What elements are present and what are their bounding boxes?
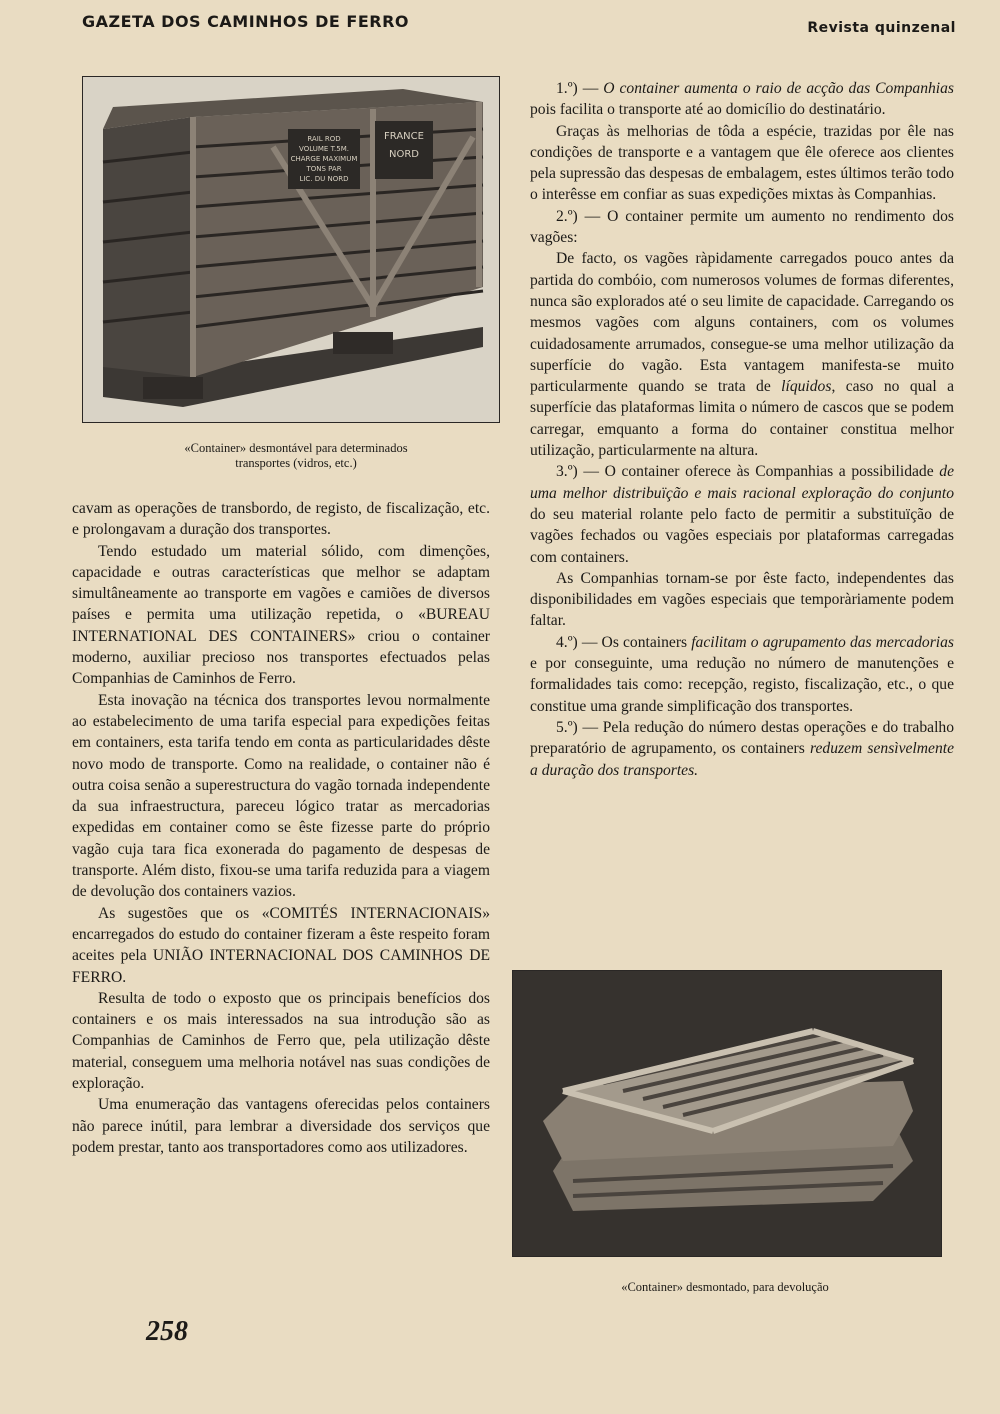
advantage-3 [530,461,954,567]
item-text: De facto, os vagões ràpidamente carregados pouco antes da partida do combóio, com numerosos volumes de formas diferentes, nunca são explorados até o seu limite de capacidade. Carregando os mesmos vagões com alguns containers, com os volumes cuidadosamente arrumados, consegue-se uma melhor utilização da superfície do vagão. Esta vantagem manifesta-se muito particularmente quando se trata de [530,250,954,396]
item-number: 3.º) — O container oferece às Companhias a possibilidade [556,463,934,481]
journal-subtitle: Revista quinzenal [807,20,956,36]
advantage-5 [530,717,954,781]
paragraph: As Companhias tornam-se por êste facto, independentes das disponibilidades em vagões especiais que temporàriamente podem faltar. [530,569,954,630]
container-illustration [83,77,499,422]
left-column [72,498,490,1158]
figure1-caption-line2: transportes (vidros, etc.) [235,456,357,470]
item-text: do seu material rolante pelo facto de permitir a substituïção de vagões fechados ou vagões especiais por plataformas carregadas com containers. [530,505,954,566]
item-text: , caso no qual a superfície das plataformas limita o número de cascos que se podem carregar, emquanto a forma do container constitua melhor utilização, particularmente na altura. [530,378,955,460]
paragraph: cavam as operações de transbordo, de registo, de fiscalização, etc. e prolongavam a duração dos transportes. [72,500,490,539]
paragraph: As sugestões que os «COMITÉS INTERNACIONAIS» encarregados do estudo do container fizeram a êste respeito foram aceites pela UNIÃO INTERNACIONAL DOS CAMINHOS DE FERRO. [72,904,490,986]
paragraph: Resulta de todo o exposto que os principais benefícios dos containers e os mais interessados na sua introdução são as Companhias de Caminhos de Ferro que, pela utilização dêste material, conseguem uma melhoria notável nas suas condições de exploração. [72,989,490,1093]
item-text: pois facilita o transporte até ao domicílio do destinatário. [530,101,886,119]
figure1-caption-line1: «Container» desmontável para determinados [184,441,408,455]
paragraph: Esta inovação na técnica dos transportes levou normalmente ao estabelecimento de uma tarifa especial para expedições feitas em containers, esta tarifa tendo em conta as particularidades dêste novo modo de transporte. Como na realidade, o container não é outra coisa senão a superestructura do vagão tornada independente da sua infraestructura, pareceu lógico tratar as mercadorias expedidas em container como se êste fizesse parte do próprio vagão cuja tara fica exonerada do pagamento de despesas de transporte. Além disto, fixou-se uma tarifa reduzida para a viagem de devolução dos containers vazios. [72,691,490,901]
right-column [530,78,954,781]
emphasis: líquidos [781,378,832,396]
paragraph [530,248,954,461]
emphasis: facilitam o agrupamento das mercadorias [691,633,954,651]
container-label-line: LIC. DU NORD [299,175,349,183]
figure2-caption: «Container» desmontado, para devolução [621,1280,829,1294]
container-label-line: CHARGE MAXIMUM [290,155,358,163]
emphasis: de uma melhor distribuïção e mais racional exploração do conjunto [530,463,955,502]
advantage-1 [530,78,954,121]
container-label-line: VOLUME T.5M. [299,145,349,153]
paragraph: Tendo estudado um material sólido, com dimenções, capacidade e outras características que melhor se adaptam simultâneamente ao transporte em vagões e camiões de diversos países e permita uma utilização repetida, o «BUREAU INTERNATIONAL DES CONTAINERS» criou o container moderno, auxiliar precioso nos transportes efectuados pelas Companhias de Caminhos de Ferro. [72,542,490,688]
item-number: 1.º) — [556,80,599,97]
container-label-line: TONS PAR [306,165,342,173]
container-label-line: NORD [389,149,419,160]
container-label-line: FRANCE [384,131,424,142]
paragraph: Uma enumeração das vantagens oferecidas pelos containers não parece inútil, para lembrar a diversidade dos serviços que podem prestar, tanto aos transportadores como aos utilizadores. [72,1096,490,1156]
stacked-panels-illustration [513,971,941,1256]
container-photo [82,76,500,423]
item-text: e por conseguinte, uma redução no número de manutenções e formalidades tais como: recepção, registo, fiscalização, etc., o que constitue uma grande simplificação dos transportes. [530,655,954,715]
advantage-4 [530,632,954,717]
figure1-caption [106,441,486,471]
emphasis: O container aumenta o raio de acção das Companhias [603,80,954,97]
paragraph: Graças às melhorias de tôda a espécie, trazidas por êle nas condições de transporte e a vantagem que êle oferece aos clientes pela supressão das despesas de embalagem, estes últimos terão todo o interêsse em confiar as suas expedições mixtas às Companhias. [530,122,954,204]
disassembled-container-photo [512,970,942,1257]
container-label-line: RAIL ROD [307,135,341,143]
item-number: 5.º) — Pela redução do número destas operações e do trabalho preparatório de agrupamento, os containers [530,718,954,758]
page-number: 258 [146,1316,188,1347]
item-number: 4.º) — Os containers [556,633,688,651]
journal-title: GAZETA DOS CAMINHOS DE FERRO [82,12,410,31]
emphasis: reduzem sensìvelmente a duração dos transportes. [530,740,954,779]
advantage-2: 2.º) — O container permite um aumento no rendimento dos vagões: [530,207,954,247]
